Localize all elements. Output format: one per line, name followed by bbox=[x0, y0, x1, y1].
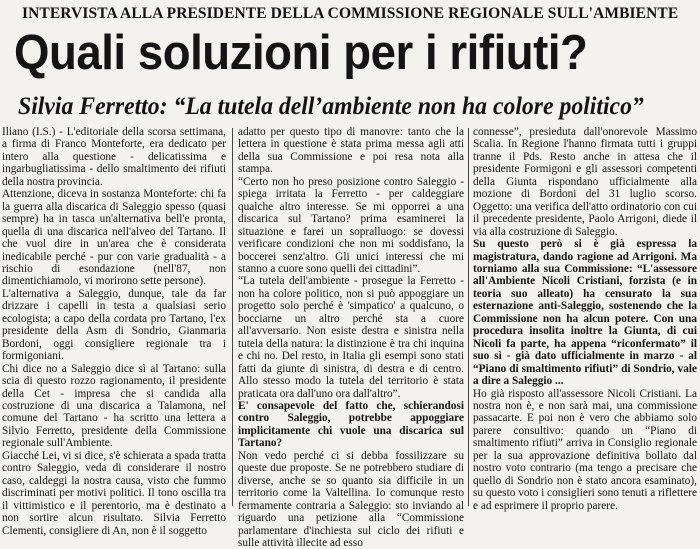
text-column-2 bbox=[238, 126, 464, 549]
column-divider bbox=[232, 128, 233, 506]
article-subhead: Silvia Ferretto: “La tutela dell’ambiente non ha colore politico” bbox=[18, 91, 644, 120]
paragraph: connesse”, presieduta dall'onorevole Massimo Scalia. In Regione l'hanno firmata tutti i gruppi tranne il Pds. Resto anche in attesa che il presidente Formigoni e gli assessori competenti della Giunta rispondano ufficialmente alla mozione di Bordoni del 31 luglio scorso. Oggetto: una verifica dell'atto ordinatorio con cui il precedente presidente, Paolo Arrigoni, diede il via alla costruzione di Saleggio. bbox=[473, 126, 697, 238]
text-column-1 bbox=[2, 126, 226, 537]
article-headline: Quali soluzioni per i rifiuti? bbox=[14, 26, 588, 80]
paragraph: L'alternativa a Saleggio, dunque, tale da far drizzare i capelli in testa a qualsiasi serio ecologista; a capo della cordata pro Tartano, l'ex presidente della Asm di Sondrio, Gianmaria Bordoni, oggi consigliere regionale tra i formigoniani. bbox=[2, 287, 226, 363]
paragraph: Chi dice no a Saleggio dice sì al Tartano: sulla scia di questo rozzo ragionamento, il presidente della Cet - impresa che si candida alla costruzione di una discarica a Talamona, nel comune del Tartano - ha scritto una lettera a Silvio Ferretto, presidente della Commissione regionale sull'Ambiente. bbox=[2, 362, 226, 450]
paragraph: “La tutela dell'ambiente - prosegue la Ferretto - non ha colore politico, non si può appoggiare un progetto solo perché è 'simpatico' a qualcuno, o bocciarne un altro perché sta a cuore all'avversario. Non esiste destra e sinistra nella tutela della natura: la distinzione è tra chi inquina e chi no. Del resto, in Italia gli esempi sono stati fatti da giunte di sinistra, di destra e di centro. Allo stesso modo la tutela del territorio è stata praticata ora dall'uno ora dall'altro”. bbox=[238, 275, 464, 400]
article-kicker: INTERVISTA ALLA PRESIDENTE DELLA COMMISSIONE REGIONALE SULL'AMBIENTE bbox=[22, 5, 679, 22]
column-divider bbox=[468, 128, 469, 506]
interview-question: E' consapevole del fatto che, schierandosi contro Saleggio, potrebbe appoggiare implicitamente chi vuole una discarica sul Tartano? bbox=[238, 399, 464, 450]
interview-question: Su questo però si è già espressa la magistratura, dando ragione ad Arrigoni. Ma torniamo alla sua Commissione: “L'assessore all'Ambiente Nicoli Cristiani, forzista (e in teoria suo alleato) ha censurato la sua esternazione anti-Saleggio, sostenendo che la Commissione non ha alcun potere. Con una procedura insolita inoltre la Giunta, di cui Nicoli fa parte, ha appena “riconfermato” il suo sì - già dato ufficialmente in marzo - al “Piano di smaltimento rifiuti” di Sondrio, vale a dire a Saleggio ... bbox=[473, 238, 697, 388]
paragraph: Ho già risposto all'assessore Nicoli Cristiani. La nostra non è, e non sarà mai, una commissione passacarte. E poi non è vero che abbiamo solo parere consultivo: quando un “Piano di smaltimento rifiuti” arriva in Consiglio regionale per la sua approvazione definitiva bollato dal nostro voto contrario (ma tengo a precisare che quello di Sondrio non è stato ancora esaminato), su questo voto i consiglieri sono tenuti a riflettere e ad esprimere il proprio parere. bbox=[473, 387, 698, 512]
paragraph: “Certo non ho preso posizione contro Saleggio - spiega irritata la Ferretto - per caldeggiare qualche altro interesse. Se mi opporrei a una discarica sul Tartano? prima esaminerei la situazione e farei un sopralluogo: se dovessi verificare condizioni che non mi soddisfano, la boccerei senz'altro. Gli unici interessi che mi stanno a cuore sono quelli dei cittadini”. bbox=[238, 175, 464, 275]
paragraph: Giacché Lei, vi si dice, s'è schierata a spada tratta contro Saleggio, veda di considerare il nostro caso, caldeggi la nostra causa, visto che fummo discriminati per motivi politici. Il tono oscilla tra il vittimistico e il perentorio, ma è destinato a non sortire alcun risultato. Silvia Ferretto Clementi, consigliere di An, non è il soggetto bbox=[2, 449, 226, 537]
paragraph: Iliano (I.S.) - L'editoriale della scorsa settimana, a firma di Franco Monteforte, era dedicato per intero alla questione - delicatissima e ingarbugliatissima - dello smaltimento dei rifiuti della nostra provincia. bbox=[2, 126, 226, 188]
paragraph: adatto per questo tipo di manovre: tanto che la lettera in questione è stata prima messa agli atti della sua Commissione e poi resa nota alla stampa. bbox=[238, 126, 464, 176]
paragraph: Attenzione, diceva in sostanza Monteforte: chi fa la guerra alla discarica di Saleggio spesso (quasi sempre) ha in tasca un'alternativa bell'e pronta, quella di una discarica nell'alveo del Tartano. Il che vuol dire in un'area che è considerata inedicabile perché - pur con varie gradualità - a rischio di esondazione (nell'87, non dimentichiamolo, vi morirono sette persone). bbox=[2, 188, 226, 288]
paragraph: Non vedo perché ci si debba fossilizzare su queste due proposte. Se ne potrebbero studiare di diverse, anche se so quanto sia difficile in un territorio come la Valtellina. Io comunque resto fermamente contraria a Saleggio: sto inviando al riguardo una petizione alla “Commissione parlamentare d'inchiesta sul ciclo dei rifiuti e sulle attività illecite ad esso bbox=[238, 449, 464, 549]
text-column-3 bbox=[473, 126, 698, 512]
